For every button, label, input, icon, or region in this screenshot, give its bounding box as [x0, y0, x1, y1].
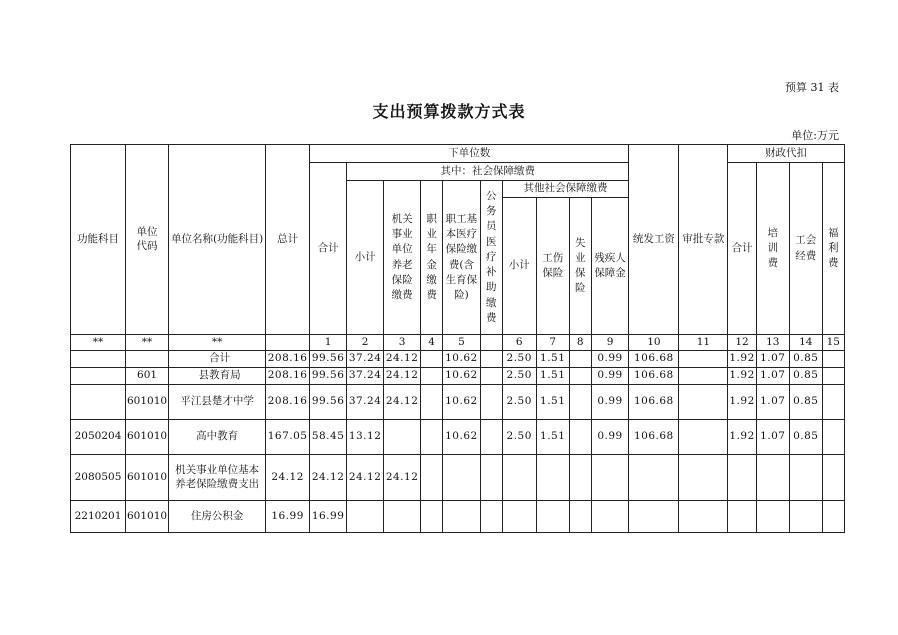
index-cell: ** — [126, 335, 169, 351]
value-cell — [384, 501, 421, 533]
header-welfare — [822, 163, 844, 335]
index-cell: ** — [71, 335, 126, 351]
value-cell: 24.12 — [384, 368, 421, 385]
value-cell: 10.62 — [443, 368, 481, 385]
value-cell — [789, 501, 822, 533]
value-cell: 13.12 — [347, 420, 384, 455]
func-subject-cell — [71, 351, 126, 368]
value-cell: 0.99 — [591, 368, 629, 385]
value-cell: 0.85 — [789, 368, 822, 385]
unit-name-cell: 高中教育 — [169, 420, 266, 455]
unit-code-cell — [126, 351, 169, 368]
unit-name-cell: 机关事业单位基本养老保险缴费支出 — [169, 455, 266, 501]
value-cell: 1.92 — [728, 420, 756, 455]
value-cell: 0.85 — [789, 385, 822, 420]
index-cell: 11 — [679, 335, 728, 351]
table-reference: 预算 31 表 — [785, 81, 839, 94]
header-lower-unit: 下单位数 — [310, 145, 629, 163]
header-unemployment-text: 失业保险 — [574, 236, 586, 295]
header-injury — [536, 198, 569, 335]
value-cell — [822, 501, 844, 533]
table-row — [71, 420, 845, 455]
value-cell: 16.99 — [266, 501, 310, 533]
value-cell — [480, 368, 502, 385]
value-cell: 99.56 — [310, 385, 347, 420]
header-training — [756, 163, 789, 335]
value-cell — [679, 455, 728, 501]
table-row — [71, 501, 845, 533]
value-cell — [421, 455, 443, 501]
value-cell — [421, 351, 443, 368]
header-other-social: 其他社会保障缴费 — [502, 181, 629, 198]
unit-code-cell: 601010 — [126, 455, 169, 501]
header-union-text: 工会经费 — [795, 234, 817, 262]
value-cell: 10.62 — [443, 420, 481, 455]
value-cell: 1.51 — [536, 420, 569, 455]
value-cell: 24.12 — [384, 385, 421, 420]
value-cell — [822, 385, 844, 420]
value-cell — [443, 501, 481, 533]
value-cell — [629, 501, 679, 533]
value-cell: 37.24 — [347, 351, 384, 368]
budget-table — [70, 144, 845, 533]
value-cell — [421, 368, 443, 385]
value-cell — [789, 455, 822, 501]
header-welfare-text: 福利费 — [828, 226, 839, 270]
value-cell: 24.12 — [384, 455, 421, 501]
index-cell: 8 — [569, 335, 591, 351]
value-cell: 37.24 — [347, 385, 384, 420]
index-cell: 4 — [421, 335, 443, 351]
value-cell: 106.68 — [629, 351, 679, 368]
value-cell — [443, 455, 481, 501]
header-annuity — [421, 181, 443, 335]
value-cell: 58.45 — [310, 420, 347, 455]
unit-name-cell: 平江县楚才中学 — [169, 385, 266, 420]
value-cell: 0.99 — [591, 351, 629, 368]
header-func-subject: 功能科目 — [71, 145, 126, 335]
unit-name-cell: 合计 — [169, 351, 266, 368]
header-medical-text: 职工基本医疗保险缴费(含生育保险) — [445, 212, 478, 301]
value-cell: 208.16 — [266, 351, 310, 368]
value-cell — [629, 455, 679, 501]
value-cell: 106.68 — [629, 420, 679, 455]
value-cell — [480, 455, 502, 501]
func-subject-cell — [71, 368, 126, 385]
index-cell: 5 — [443, 335, 481, 351]
value-cell — [679, 368, 728, 385]
header-unemployment — [569, 198, 591, 335]
header-pension-text: 机关事业单位养老保险缴费 — [391, 212, 413, 301]
header-annuity-text: 职业年金缴费 — [426, 212, 437, 301]
value-cell: 208.16 — [266, 368, 310, 385]
value-cell: 2.50 — [502, 420, 536, 455]
value-cell: 24.12 — [347, 455, 384, 501]
value-cell — [536, 501, 569, 533]
page-title: 支出预算拨款方式表 — [372, 102, 526, 121]
header-fiscal: 财政代扣 — [728, 145, 844, 163]
value-cell: 1.51 — [536, 385, 569, 420]
value-cell — [822, 420, 844, 455]
table-row — [71, 351, 845, 368]
value-cell — [756, 501, 789, 533]
value-cell: 1.07 — [756, 420, 789, 455]
value-cell: 1.51 — [536, 351, 569, 368]
value-cell — [569, 368, 591, 385]
header-union — [789, 163, 822, 335]
value-cell — [569, 501, 591, 533]
value-cell — [591, 501, 629, 533]
header-unit-code — [126, 145, 169, 335]
unit-name-cell: 县教育局 — [169, 368, 266, 385]
value-cell — [536, 455, 569, 501]
func-subject-cell — [71, 385, 126, 420]
index-cell: ** — [169, 335, 266, 351]
header-other-small-total: 小计 — [502, 198, 536, 335]
header-training-text: 培训费 — [767, 226, 778, 270]
header-disabled-text: 残疾人保障金 — [594, 251, 626, 279]
value-cell: 2.50 — [502, 351, 536, 368]
value-cell — [679, 351, 728, 368]
value-cell: 37.24 — [347, 368, 384, 385]
unit-code-cell: 601010 — [126, 501, 169, 533]
value-cell — [728, 455, 756, 501]
value-cell — [569, 351, 591, 368]
header-injury-text: 工伤保险 — [542, 251, 564, 279]
index-cell — [480, 335, 502, 351]
unit-label: 单位:万元 — [791, 129, 839, 142]
value-cell: 0.99 — [591, 385, 629, 420]
value-cell: 0.99 — [591, 420, 629, 455]
header-civil-medical-text: 公务员医疗补助缴费 — [485, 190, 497, 324]
value-cell: 10.62 — [443, 385, 481, 420]
func-subject-cell: 2080505 — [71, 455, 126, 501]
header-total: 总计 — [266, 145, 310, 335]
header-lower-total: 合计 — [310, 163, 347, 335]
header-civil-medical — [480, 181, 502, 335]
value-cell — [822, 351, 844, 368]
unit-code-cell: 601 — [126, 368, 169, 385]
value-cell: 106.68 — [629, 368, 679, 385]
value-cell — [502, 501, 536, 533]
index-row — [71, 335, 845, 351]
value-cell — [480, 501, 502, 533]
value-cell — [502, 455, 536, 501]
value-cell — [569, 455, 591, 501]
value-cell — [347, 501, 384, 533]
header-social: 其中：社会保障缴费 — [347, 163, 629, 181]
table-row — [71, 455, 845, 501]
value-cell: 10.62 — [443, 351, 481, 368]
value-cell — [822, 455, 844, 501]
header-unified-salary: 统发工资 — [629, 145, 679, 335]
index-cell: 14 — [789, 335, 822, 351]
index-cell: 13 — [756, 335, 789, 351]
header-small-total: 小计 — [347, 181, 384, 335]
value-cell — [728, 501, 756, 533]
value-cell: 1.92 — [728, 351, 756, 368]
value-cell: 106.68 — [629, 385, 679, 420]
table-body — [71, 351, 845, 533]
unit-code-cell: 601010 — [126, 420, 169, 455]
header-disabled — [591, 198, 629, 335]
table-row — [71, 385, 845, 420]
table-row — [71, 368, 845, 385]
index-cell: 2 — [347, 335, 384, 351]
value-cell: 2.50 — [502, 385, 536, 420]
header-unit-name: 单位名称(功能科目) — [169, 145, 266, 335]
index-cell: 15 — [822, 335, 844, 351]
value-cell: 24.12 — [384, 351, 421, 368]
value-cell: 24.12 — [310, 455, 347, 501]
header-special-fund: 审批专款 — [679, 145, 728, 335]
value-cell: 1.07 — [756, 351, 789, 368]
value-cell — [480, 351, 502, 368]
func-subject-cell: 2050204 — [71, 420, 126, 455]
value-cell — [822, 368, 844, 385]
value-cell: 99.56 — [310, 351, 347, 368]
value-cell — [569, 385, 591, 420]
header-fiscal-total: 合计 — [728, 163, 756, 335]
value-cell: 208.16 — [266, 385, 310, 420]
header-row-1 — [71, 145, 845, 163]
value-cell: 99.56 — [310, 368, 347, 385]
value-cell — [679, 420, 728, 455]
value-cell: 1.07 — [756, 368, 789, 385]
value-cell: 1.92 — [728, 368, 756, 385]
value-cell: 1.51 — [536, 368, 569, 385]
value-cell — [480, 385, 502, 420]
index-cell: 6 — [502, 335, 536, 351]
value-cell: 0.85 — [789, 420, 822, 455]
index-cell — [266, 335, 310, 351]
index-cell: 3 — [384, 335, 421, 351]
index-cell: 9 — [591, 335, 629, 351]
header-unit-code-text: 单位代码 — [136, 226, 158, 252]
value-cell: 0.85 — [789, 351, 822, 368]
value-cell — [384, 420, 421, 455]
index-cell: 12 — [728, 335, 756, 351]
value-cell — [569, 420, 591, 455]
index-cell: 7 — [536, 335, 569, 351]
unit-code-cell: 601010 — [126, 385, 169, 420]
header-medical — [443, 181, 481, 335]
value-cell: 1.07 — [756, 385, 789, 420]
header-pension — [384, 181, 421, 335]
index-cell: 1 — [310, 335, 347, 351]
value-cell: 1.92 — [728, 385, 756, 420]
value-cell: 16.99 — [310, 501, 347, 533]
value-cell: 24.12 — [266, 455, 310, 501]
value-cell — [756, 455, 789, 501]
unit-name-cell: 住房公积金 — [169, 501, 266, 533]
value-cell — [480, 420, 502, 455]
value-cell — [421, 420, 443, 455]
value-cell — [679, 385, 728, 420]
value-cell: 2.50 — [502, 368, 536, 385]
index-cell: 10 — [629, 335, 679, 351]
value-cell — [421, 385, 443, 420]
func-subject-cell: 2210201 — [71, 501, 126, 533]
value-cell: 167.05 — [266, 420, 310, 455]
value-cell — [679, 501, 728, 533]
value-cell — [591, 455, 629, 501]
value-cell — [421, 501, 443, 533]
